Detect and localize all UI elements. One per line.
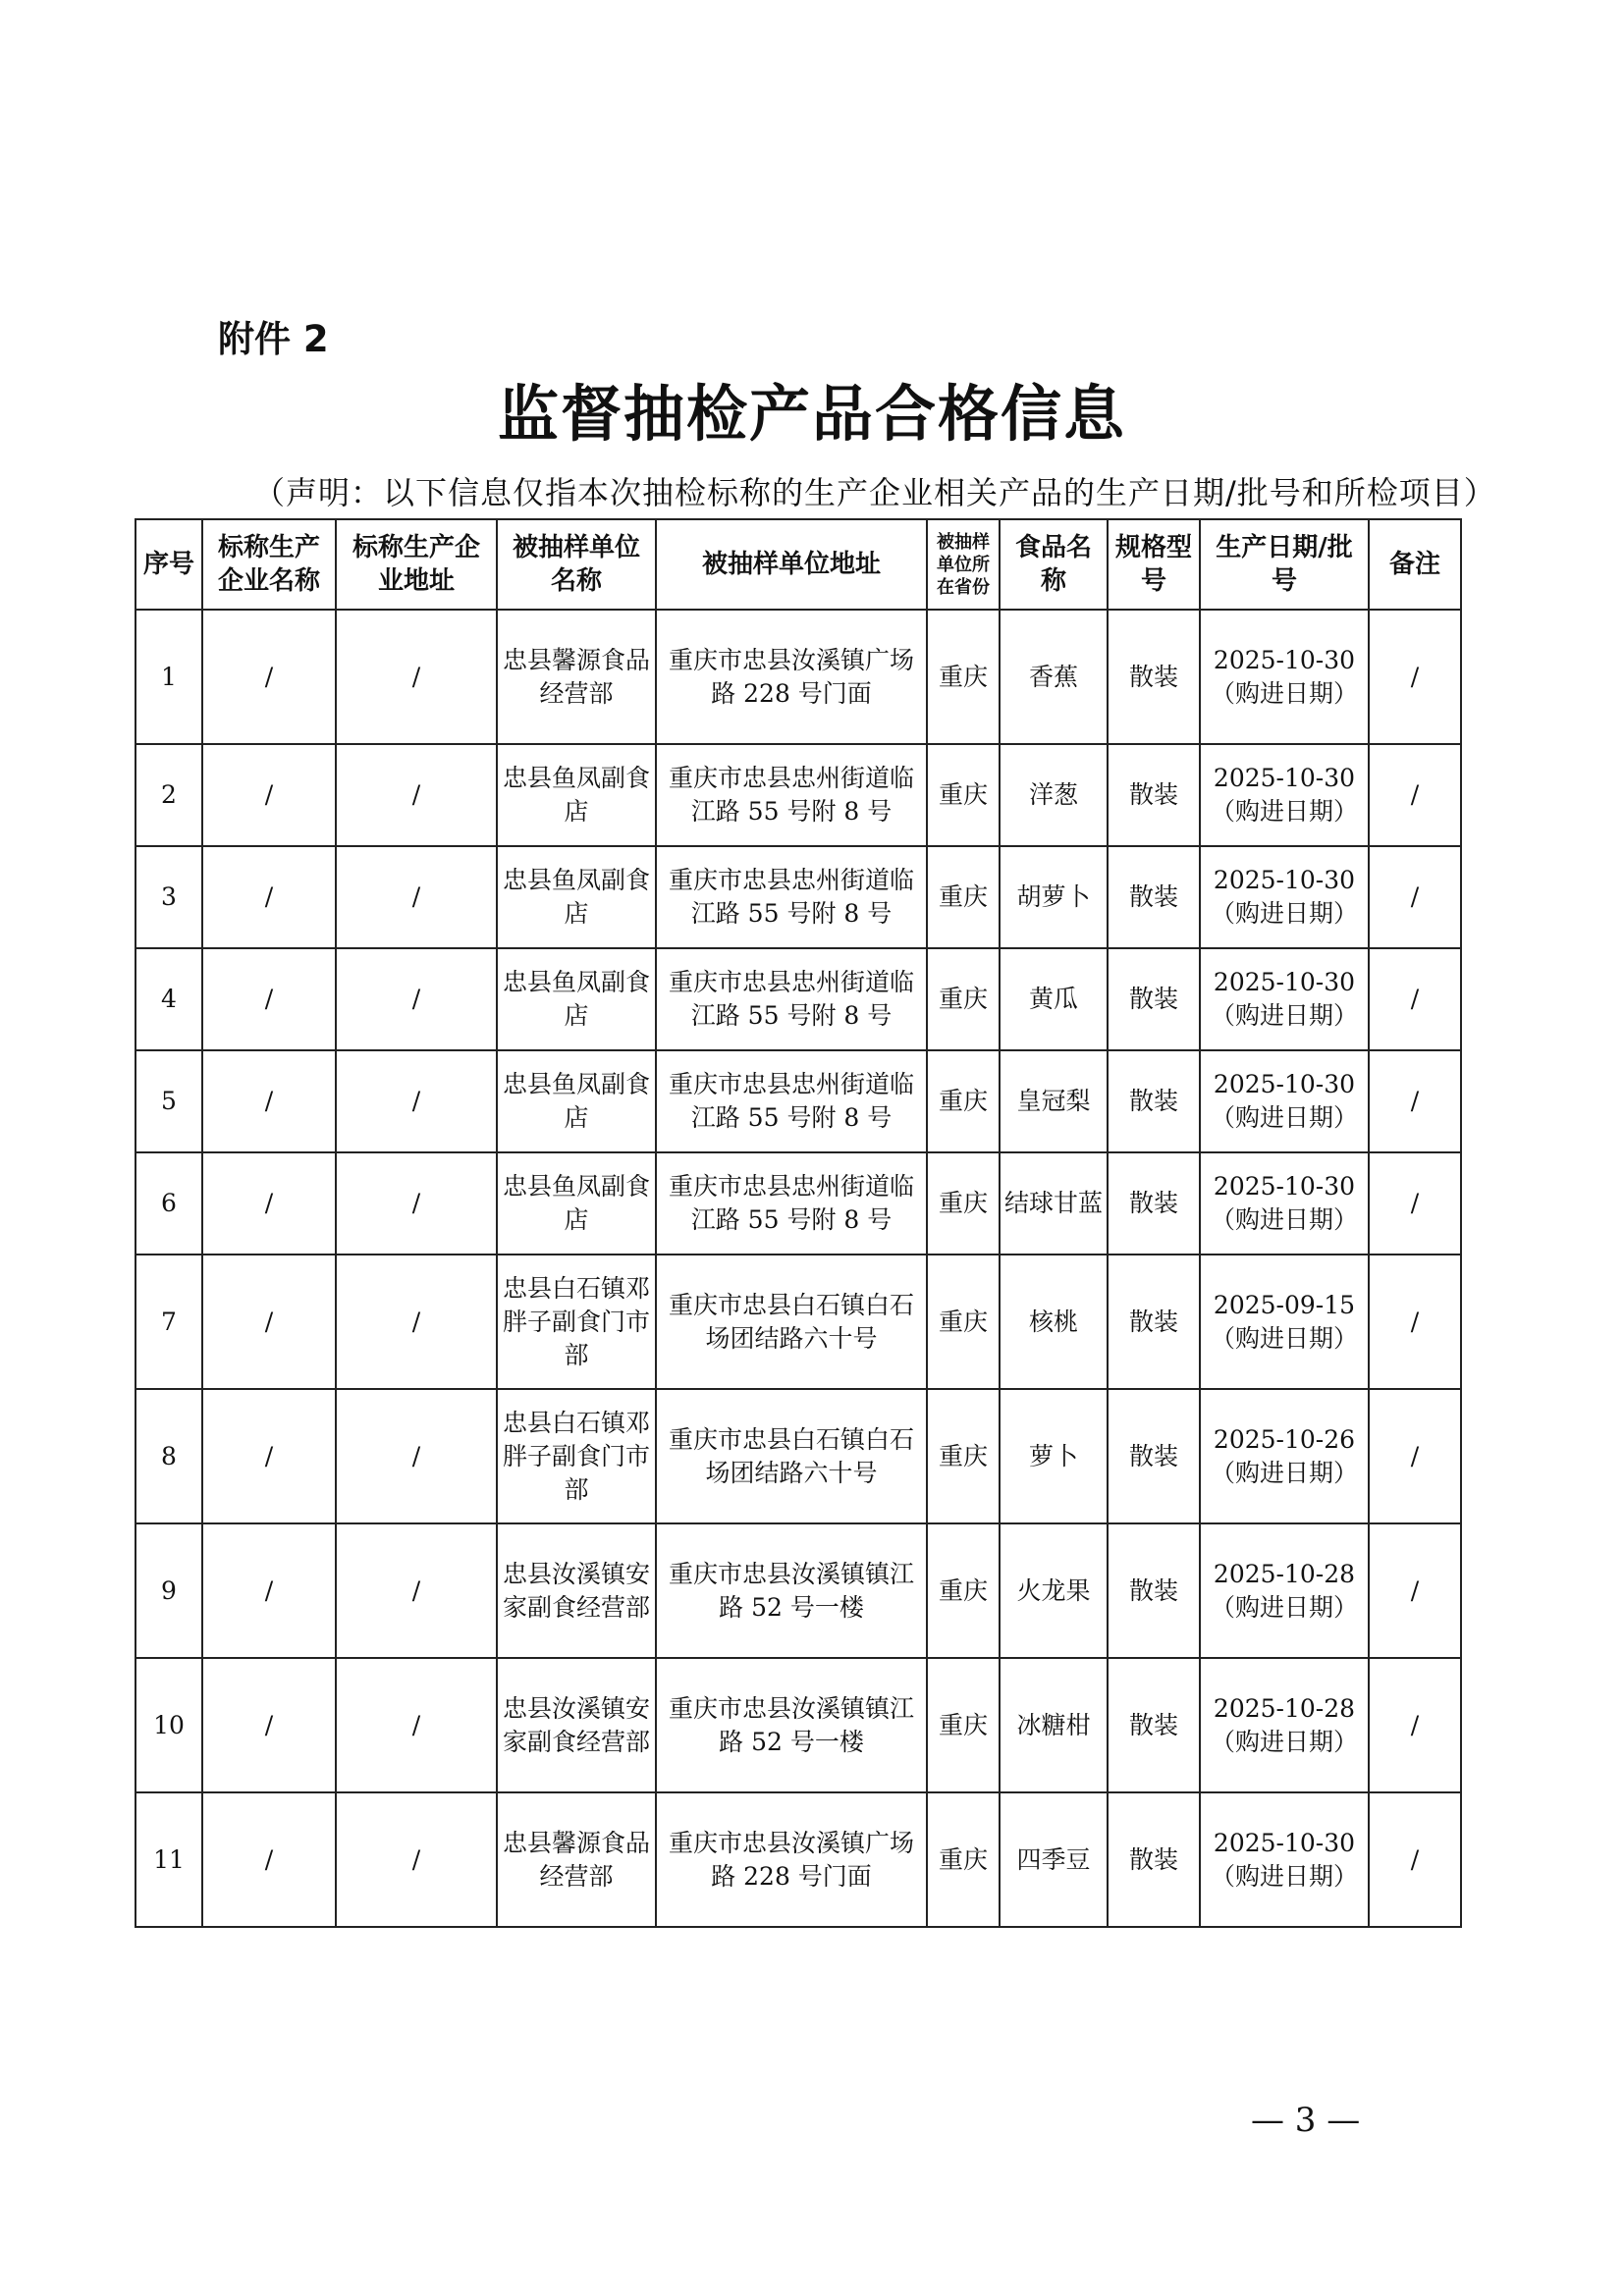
cell-unit-name: 忠县鱼凤副食店 bbox=[497, 846, 656, 948]
cell-spec: 散装 bbox=[1108, 948, 1200, 1050]
cell-no: 9 bbox=[135, 1523, 202, 1658]
cell-remark: / bbox=[1369, 1523, 1461, 1658]
cell-province: 重庆 bbox=[927, 1792, 1000, 1927]
cell-unit-addr: 重庆市忠县汝溪镇镇江路 52 号一楼 bbox=[656, 1523, 927, 1658]
production-date: 2025-10-30 bbox=[1213, 1070, 1356, 1098]
cell-unit-name: 忠县鱼凤副食店 bbox=[497, 948, 656, 1050]
table-header-row bbox=[135, 519, 1461, 610]
page-title: 监督抽检产品合格信息 bbox=[497, 378, 1126, 450]
cell-mfr-name: / bbox=[202, 1255, 336, 1389]
cell-spec: 散装 bbox=[1108, 1255, 1200, 1389]
production-date: 2025-10-30 bbox=[1213, 1828, 1356, 1857]
cell-food: 四季豆 bbox=[1000, 1792, 1108, 1927]
cell-province: 重庆 bbox=[927, 1658, 1000, 1792]
cell-spec: 散装 bbox=[1108, 744, 1200, 846]
cell-date bbox=[1200, 610, 1369, 744]
cell-no: 1 bbox=[135, 610, 202, 744]
cell-remark: / bbox=[1369, 1152, 1461, 1255]
cell-unit-name: 忠县鱼凤副食店 bbox=[497, 1050, 656, 1152]
cell-no: 6 bbox=[135, 1152, 202, 1255]
cell-unit-addr: 重庆市忠县白石镇白石场团结路六十号 bbox=[656, 1255, 927, 1389]
cell-spec: 散装 bbox=[1108, 610, 1200, 744]
attachment-label: 附件 2 bbox=[218, 318, 329, 360]
cell-date bbox=[1200, 1523, 1369, 1658]
cell-remark: / bbox=[1369, 846, 1461, 948]
cell-remark: / bbox=[1369, 1792, 1461, 1927]
table-row bbox=[135, 1658, 1461, 1792]
cell-unit-addr: 重庆市忠县忠州街道临江路 55 号附 8 号 bbox=[656, 948, 927, 1050]
cell-mfr-name: / bbox=[202, 610, 336, 744]
date-note: （购进日期） bbox=[1210, 678, 1358, 708]
inspection-table bbox=[135, 518, 1462, 1928]
production-date: 2025-10-28 bbox=[1213, 1693, 1356, 1723]
header-cell: 被抽样单位所在省份 bbox=[927, 519, 1000, 610]
cell-no: 11 bbox=[135, 1792, 202, 1927]
cell-unit-name: 忠县白石镇邓胖子副食门市部 bbox=[497, 1255, 656, 1389]
cell-spec: 散装 bbox=[1108, 1792, 1200, 1927]
header-cell: 备注 bbox=[1369, 519, 1461, 610]
cell-food: 核桃 bbox=[1000, 1255, 1108, 1389]
cell-unit-addr: 重庆市忠县白石镇白石场团结路六十号 bbox=[656, 1389, 927, 1523]
cell-unit-name: 忠县鱼凤副食店 bbox=[497, 1152, 656, 1255]
cell-province: 重庆 bbox=[927, 1050, 1000, 1152]
cell-spec: 散装 bbox=[1108, 1523, 1200, 1658]
production-date: 2025-10-30 bbox=[1213, 764, 1356, 792]
cell-unit-name: 忠县馨源食品经营部 bbox=[497, 610, 656, 744]
table-row bbox=[135, 1255, 1461, 1389]
table-row bbox=[135, 1050, 1461, 1152]
cell-province: 重庆 bbox=[927, 1255, 1000, 1389]
date-note: （购进日期） bbox=[1210, 1861, 1358, 1891]
cell-mfr-name: / bbox=[202, 1523, 336, 1658]
statement-note: （声明：以下信息仅指本次抽检标称的生产企业相关产品的生产日期/批号和所检项目） bbox=[253, 474, 1496, 511]
cell-mfr-name: / bbox=[202, 846, 336, 948]
production-date: 2025-09-15 bbox=[1213, 1290, 1356, 1319]
cell-remark: / bbox=[1369, 1389, 1461, 1523]
cell-date bbox=[1200, 1792, 1369, 1927]
cell-food: 火龙果 bbox=[1000, 1523, 1108, 1658]
cell-no: 3 bbox=[135, 846, 202, 948]
cell-unit-addr: 重庆市忠县汝溪镇镇江路 52 号一楼 bbox=[656, 1658, 927, 1792]
cell-unit-name: 忠县汝溪镇安家副食经营部 bbox=[497, 1523, 656, 1658]
header-cell: 生产日期/批号 bbox=[1200, 519, 1369, 610]
cell-food: 黄瓜 bbox=[1000, 948, 1108, 1050]
cell-mfr-addr: / bbox=[336, 1152, 497, 1255]
header-cell: 序号 bbox=[135, 519, 202, 610]
cell-mfr-addr: / bbox=[336, 1389, 497, 1523]
cell-mfr-name: / bbox=[202, 1389, 336, 1523]
cell-food: 结球甘蓝 bbox=[1000, 1152, 1108, 1255]
cell-unit-name: 忠县汝溪镇安家副食经营部 bbox=[497, 1658, 656, 1792]
cell-unit-addr: 重庆市忠县忠州街道临江路 55 号附 8 号 bbox=[656, 846, 927, 948]
cell-province: 重庆 bbox=[927, 948, 1000, 1050]
cell-unit-name: 忠县鱼凤副食店 bbox=[497, 744, 656, 846]
cell-unit-addr: 重庆市忠县忠州街道临江路 55 号附 8 号 bbox=[656, 1152, 927, 1255]
cell-mfr-addr: / bbox=[336, 1792, 497, 1927]
cell-province: 重庆 bbox=[927, 1523, 1000, 1658]
cell-mfr-addr: / bbox=[336, 744, 497, 846]
production-date: 2025-10-26 bbox=[1213, 1424, 1356, 1454]
production-date: 2025-10-30 bbox=[1213, 866, 1356, 894]
cell-date bbox=[1200, 744, 1369, 846]
cell-no: 7 bbox=[135, 1255, 202, 1389]
production-date: 2025-10-30 bbox=[1213, 968, 1356, 996]
cell-food: 香蕉 bbox=[1000, 610, 1108, 744]
cell-food: 洋葱 bbox=[1000, 744, 1108, 846]
cell-mfr-addr: / bbox=[336, 610, 497, 744]
table-row bbox=[135, 1152, 1461, 1255]
table-row bbox=[135, 610, 1461, 744]
cell-unit-addr: 重庆市忠县汝溪镇广场路 228 号门面 bbox=[656, 1792, 927, 1927]
cell-remark: / bbox=[1369, 744, 1461, 846]
cell-food: 冰糖柑 bbox=[1000, 1658, 1108, 1792]
cell-mfr-addr: / bbox=[336, 948, 497, 1050]
cell-unit-name: 忠县馨源食品经营部 bbox=[497, 1792, 656, 1927]
cell-spec: 散装 bbox=[1108, 1152, 1200, 1255]
cell-food: 萝卜 bbox=[1000, 1389, 1108, 1523]
cell-date bbox=[1200, 846, 1369, 948]
table-row bbox=[135, 846, 1461, 948]
cell-remark: / bbox=[1369, 1050, 1461, 1152]
cell-province: 重庆 bbox=[927, 846, 1000, 948]
cell-mfr-name: / bbox=[202, 1658, 336, 1792]
cell-no: 5 bbox=[135, 1050, 202, 1152]
cell-province: 重庆 bbox=[927, 1389, 1000, 1523]
cell-no: 8 bbox=[135, 1389, 202, 1523]
header-cell: 标称生产企业地址 bbox=[336, 519, 497, 610]
cell-spec: 散装 bbox=[1108, 1050, 1200, 1152]
cell-mfr-addr: / bbox=[336, 1050, 497, 1152]
page-number: — 3 — bbox=[1251, 2101, 1361, 2140]
date-note: （购进日期） bbox=[1210, 899, 1358, 928]
cell-food: 胡萝卜 bbox=[1000, 846, 1108, 948]
cell-unit-addr: 重庆市忠县汝溪镇广场路 228 号门面 bbox=[656, 610, 927, 744]
table-row bbox=[135, 1523, 1461, 1658]
cell-spec: 散装 bbox=[1108, 1658, 1200, 1792]
cell-mfr-name: / bbox=[202, 948, 336, 1050]
cell-date bbox=[1200, 1389, 1369, 1523]
table-row bbox=[135, 1792, 1461, 1927]
date-note: （购进日期） bbox=[1210, 1592, 1358, 1622]
date-note: （购进日期） bbox=[1210, 1323, 1358, 1353]
cell-province: 重庆 bbox=[927, 744, 1000, 846]
cell-unit-name: 忠县白石镇邓胖子副食门市部 bbox=[497, 1389, 656, 1523]
cell-mfr-name: / bbox=[202, 744, 336, 846]
cell-mfr-addr: / bbox=[336, 1255, 497, 1389]
date-note: （购进日期） bbox=[1210, 1458, 1358, 1487]
cell-no: 4 bbox=[135, 948, 202, 1050]
cell-date bbox=[1200, 1050, 1369, 1152]
header-cell: 食品名称 bbox=[1000, 519, 1108, 610]
cell-food: 皇冠梨 bbox=[1000, 1050, 1108, 1152]
cell-remark: / bbox=[1369, 610, 1461, 744]
cell-remark: / bbox=[1369, 1658, 1461, 1792]
cell-mfr-name: / bbox=[202, 1050, 336, 1152]
header-cell: 规格型号 bbox=[1108, 519, 1200, 610]
cell-remark: / bbox=[1369, 948, 1461, 1050]
header-cell: 标称生产企业名称 bbox=[202, 519, 336, 610]
date-note: （购进日期） bbox=[1210, 1205, 1358, 1234]
cell-mfr-name: / bbox=[202, 1152, 336, 1255]
table-row bbox=[135, 948, 1461, 1050]
date-note: （购进日期） bbox=[1210, 1103, 1358, 1132]
date-note: （购进日期） bbox=[1210, 1001, 1358, 1030]
cell-date bbox=[1200, 1152, 1369, 1255]
cell-date bbox=[1200, 1255, 1369, 1389]
cell-spec: 散装 bbox=[1108, 846, 1200, 948]
header-cell: 被抽样单位地址 bbox=[656, 519, 927, 610]
cell-date bbox=[1200, 1658, 1369, 1792]
cell-mfr-name: / bbox=[202, 1792, 336, 1927]
cell-mfr-addr: / bbox=[336, 1658, 497, 1792]
cell-spec: 散装 bbox=[1108, 1389, 1200, 1523]
date-note: （购进日期） bbox=[1210, 1727, 1358, 1756]
table-row bbox=[135, 1389, 1461, 1523]
cell-mfr-addr: / bbox=[336, 1523, 497, 1658]
cell-remark: / bbox=[1369, 1255, 1461, 1389]
cell-date bbox=[1200, 948, 1369, 1050]
production-date: 2025-10-28 bbox=[1213, 1559, 1356, 1588]
cell-unit-addr: 重庆市忠县忠州街道临江路 55 号附 8 号 bbox=[656, 744, 927, 846]
cell-province: 重庆 bbox=[927, 610, 1000, 744]
date-note: （购进日期） bbox=[1210, 797, 1358, 826]
cell-province: 重庆 bbox=[927, 1152, 1000, 1255]
production-date: 2025-10-30 bbox=[1213, 1172, 1356, 1201]
table-row bbox=[135, 744, 1461, 846]
cell-no: 2 bbox=[135, 744, 202, 846]
header-cell: 被抽样单位名称 bbox=[497, 519, 656, 610]
production-date: 2025-10-30 bbox=[1213, 645, 1356, 674]
cell-no: 10 bbox=[135, 1658, 202, 1792]
cell-mfr-addr: / bbox=[336, 846, 497, 948]
cell-unit-addr: 重庆市忠县忠州街道临江路 55 号附 8 号 bbox=[656, 1050, 927, 1152]
